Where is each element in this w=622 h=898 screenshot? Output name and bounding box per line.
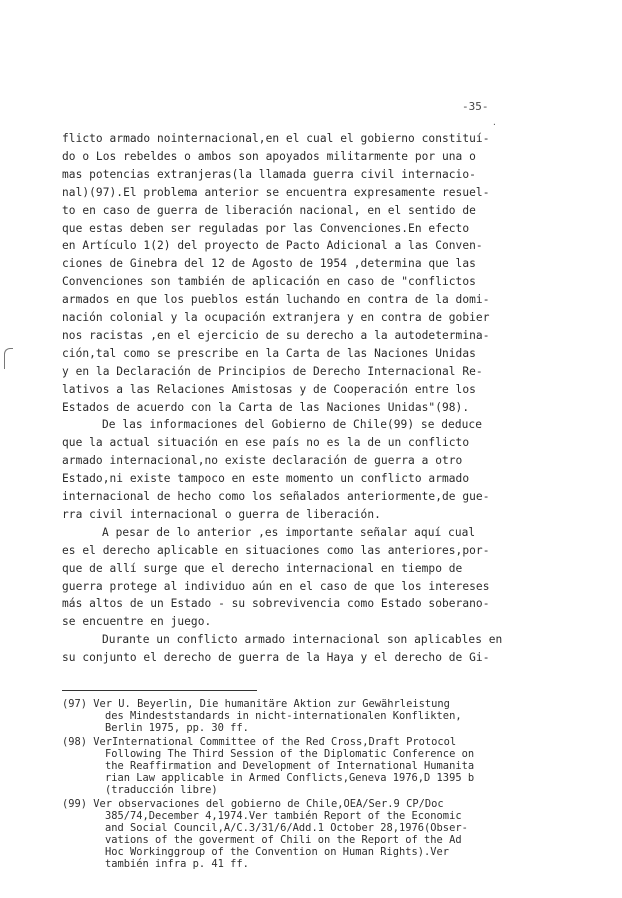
body-line: nos racistas ,en el ejercicio de su derecho a la autodetermina- bbox=[62, 328, 490, 342]
body-line: Durante un conflicto armado internacional son aplicables en bbox=[102, 633, 503, 647]
footnote-line: también infra p. 41 ff. bbox=[105, 858, 249, 870]
footnote-line: vations of the goverment of Chili on the Report of the Ad bbox=[105, 834, 462, 846]
footnote-line: and Social Council,A/C.3/31/6/Add.1 October 28,1976(Obser- bbox=[105, 822, 468, 834]
body-line: armado internacional,no existe declaración de guerra a otro bbox=[62, 454, 463, 468]
footnote-line: (98) VerInternational Committee of the Red Cross,Draft Protocol bbox=[62, 736, 457, 748]
footnote-line: (99) Ver observaciones del gobierno de Chile,OEA/Ser.9 CP/Doc bbox=[62, 798, 444, 810]
footnote-line: (traducción libre) bbox=[105, 784, 218, 796]
page-mark: . bbox=[492, 118, 497, 127]
body-line: más altos de un Estado - su sobrevivencia como Estado soberano- bbox=[62, 597, 490, 611]
body-line: ción,tal como se prescribe en la Carta de las Naciones Unidas bbox=[62, 346, 476, 360]
footnote-line: des Mindeststandards in nicht-internationalen Konflikten, bbox=[105, 710, 462, 722]
body-line: guerra protege al individuo aún en el caso de que los intereses bbox=[62, 579, 490, 593]
body-line: mas potencias extranjeras(la llamada guerra civil internacio- bbox=[62, 167, 476, 181]
body-line: flicto armado nointernacional,en el cual el gobierno constituí- bbox=[62, 132, 490, 145]
body-line: su conjunto el derecho de guerra de la Haya y el derecho de Gi- bbox=[62, 651, 490, 665]
body-line: que la actual situación en ese país no es la de un conflicto bbox=[62, 436, 470, 450]
body-line: ciones de Ginebra del 12 de Agosto de 1954 ,determina que las bbox=[62, 257, 476, 271]
body-line: lativos a las Relaciones Amistosas y de Cooperación entre los bbox=[62, 382, 476, 396]
margin-bracket-mark bbox=[4, 348, 13, 369]
body-line: nal)(97).El problema anterior se encuentra expresamente resuel- bbox=[62, 185, 490, 199]
body-line: que estas deben ser reguladas por las Convenciones.En efecto bbox=[62, 221, 470, 235]
body-line: A pesar de lo anterior ,es importante señalar aquí cual bbox=[102, 525, 476, 539]
body-line: Convenciones son también de aplicación en caso de "conflictos bbox=[62, 275, 476, 289]
footnote-line: Following The Third Session of the Diplomatic Conference on bbox=[105, 748, 475, 760]
body-line: rra civil internacional o guerra de liberación. bbox=[62, 507, 381, 521]
body-line: internacional de hecho como los señalados anteriormente,de gue- bbox=[62, 490, 490, 503]
page-number: -35- bbox=[462, 100, 489, 113]
footnote-line: (97) Ver U. Beyerlin, Die humanitäre Aktion zur Gewährleistung bbox=[62, 698, 450, 710]
footnote-line: Berlin 1975, pp. 30 ff. bbox=[105, 722, 249, 734]
body-line: se encuentre en juego. bbox=[62, 615, 212, 629]
body-line: armados en que los pueblos están luchando en contra de la domi- bbox=[62, 293, 490, 307]
body-line: De las informaciones del Gobierno de Chile(99) se deduce bbox=[102, 418, 482, 432]
body-line: que de allí surge que el derecho internacional en tiempo de bbox=[62, 561, 463, 575]
body-line: nación colonial y la ocupación extranjera y en contra de gobier bbox=[62, 311, 490, 324]
body-line: es el derecho aplicable en situaciones como las anteriores,por- bbox=[62, 543, 490, 557]
footnote-line: Hoc Workinggroup of the Convention on Human Rights).Ver bbox=[105, 846, 450, 858]
body-line: en Artículo 1(2) del proyecto de Pacto Adicional a las Conven- bbox=[62, 239, 483, 253]
body-line: to en caso de guerra de liberación nacional, en el sentido de bbox=[62, 203, 476, 217]
footnote-line: rian Law applicable in Armed Conflicts,Geneva 1976,D 1395 b bbox=[105, 772, 475, 784]
body-line: Estados de acuerdo con la Carta de las Naciones Unidas"(98). bbox=[62, 400, 470, 414]
footnote-line: 385/74,December 4,1974.Ver también Report of the Economic bbox=[105, 810, 462, 822]
footnote-separator bbox=[62, 690, 257, 691]
body-line: Estado,ni existe tampoco en este momento un conflicto armado bbox=[62, 472, 470, 486]
body-line: do o Los rebeldes o ambos son apoyados militarmente por una o bbox=[62, 149, 476, 163]
footnote-line: the Reaffirmation and Development of International Humanita bbox=[105, 760, 475, 772]
body-line: y en la Declaración de Principios de Derecho Internacional Re- bbox=[62, 364, 483, 378]
